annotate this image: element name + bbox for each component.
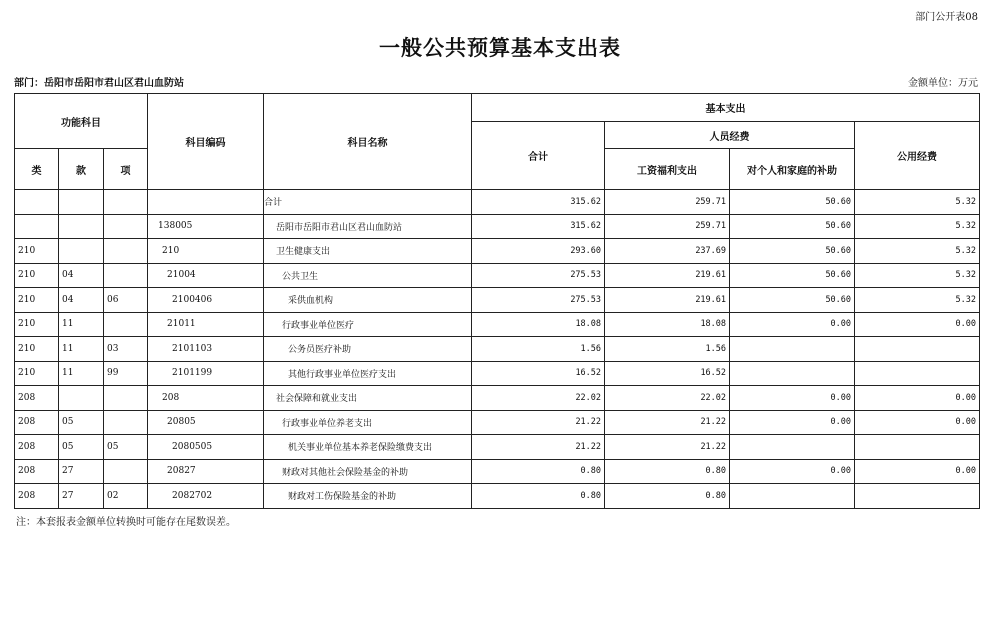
budget-table bbox=[14, 93, 980, 509]
cell-xiang bbox=[104, 239, 148, 264]
table-row bbox=[15, 435, 980, 460]
cell-xiang: 02 bbox=[104, 484, 148, 509]
cell-code: 2100406 bbox=[148, 288, 264, 313]
cell-code: 21011 bbox=[148, 312, 264, 337]
cell-public: 5.32 bbox=[855, 214, 980, 239]
table-row bbox=[15, 337, 980, 362]
cell-public: 0.00 bbox=[855, 410, 980, 435]
cell-name: 财政对其他社会保险基金的补助 bbox=[264, 459, 472, 484]
cell-lei: 208 bbox=[15, 435, 59, 460]
header-total: 合计 bbox=[472, 122, 605, 190]
cell-wage: 259.71 bbox=[605, 214, 730, 239]
cell-public: 5.32 bbox=[855, 190, 980, 215]
cell-xiang bbox=[104, 386, 148, 411]
cell-subsidy bbox=[730, 435, 855, 460]
cell-wage: 21.22 bbox=[605, 435, 730, 460]
cell-name: 岳阳市岳阳市君山区君山血防站 bbox=[264, 214, 472, 239]
cell-public: 0.00 bbox=[855, 312, 980, 337]
table-row bbox=[15, 214, 980, 239]
cell-total: 16.52 bbox=[472, 361, 605, 386]
cell-wage: 22.02 bbox=[605, 386, 730, 411]
cell-code bbox=[148, 190, 264, 215]
cell-subsidy: 0.00 bbox=[730, 312, 855, 337]
cell-public: 0.00 bbox=[855, 459, 980, 484]
cell-xiang bbox=[104, 263, 148, 288]
cell-name: 其他行政事业单位医疗支出 bbox=[264, 361, 472, 386]
cell-public bbox=[855, 435, 980, 460]
cell-kuan: 11 bbox=[59, 312, 104, 337]
cell-lei: 210 bbox=[15, 263, 59, 288]
department-label: 部门：岳阳市岳阳市君山区君山血防站 bbox=[14, 78, 184, 89]
document-id: 部门公开表08 bbox=[915, 12, 978, 23]
footnote: 注：本套报表金额单位转换时可能存在尾数误差。 bbox=[16, 517, 236, 528]
cell-wage: 0.80 bbox=[605, 484, 730, 509]
cell-wage: 219.61 bbox=[605, 263, 730, 288]
cell-kuan bbox=[59, 386, 104, 411]
cell-code: 2101103 bbox=[148, 337, 264, 362]
cell-subsidy bbox=[730, 337, 855, 362]
cell-kuan bbox=[59, 239, 104, 264]
cell-total: 1.56 bbox=[472, 337, 605, 362]
cell-code: 210 bbox=[148, 239, 264, 264]
cell-subsidy: 0.00 bbox=[730, 459, 855, 484]
cell-lei: 208 bbox=[15, 459, 59, 484]
header-xiang: 项 bbox=[104, 149, 148, 190]
cell-xiang bbox=[104, 459, 148, 484]
cell-name: 机关事业单位基本养老保险缴费支出 bbox=[264, 435, 472, 460]
cell-name: 合计 bbox=[264, 190, 472, 215]
cell-lei bbox=[15, 214, 59, 239]
cell-lei: 210 bbox=[15, 288, 59, 313]
cell-code: 21004 bbox=[148, 263, 264, 288]
cell-name: 行政事业单位养老支出 bbox=[264, 410, 472, 435]
table-row bbox=[15, 239, 980, 264]
cell-subsidy: 50.60 bbox=[730, 214, 855, 239]
table-row bbox=[15, 312, 980, 337]
cell-name: 社会保障和就业支出 bbox=[264, 386, 472, 411]
cell-wage: 0.80 bbox=[605, 459, 730, 484]
cell-kuan: 04 bbox=[59, 263, 104, 288]
cell-xiang bbox=[104, 312, 148, 337]
cell-code: 138005 bbox=[148, 214, 264, 239]
cell-code: 2080505 bbox=[148, 435, 264, 460]
table-row bbox=[15, 484, 980, 509]
cell-total: 293.60 bbox=[472, 239, 605, 264]
cell-kuan: 27 bbox=[59, 484, 104, 509]
cell-subsidy: 50.60 bbox=[730, 288, 855, 313]
cell-wage: 219.61 bbox=[605, 288, 730, 313]
cell-kuan bbox=[59, 190, 104, 215]
table-row bbox=[15, 459, 980, 484]
cell-name: 公务员医疗补助 bbox=[264, 337, 472, 362]
cell-code: 20827 bbox=[148, 459, 264, 484]
cell-lei bbox=[15, 190, 59, 215]
header-subject-code: 科目编码 bbox=[148, 94, 264, 190]
cell-total: 0.80 bbox=[472, 459, 605, 484]
cell-public: 5.32 bbox=[855, 239, 980, 264]
cell-total: 315.62 bbox=[472, 214, 605, 239]
cell-total: 21.22 bbox=[472, 435, 605, 460]
cell-total: 21.22 bbox=[472, 410, 605, 435]
cell-total: 18.08 bbox=[472, 312, 605, 337]
cell-total: 315.62 bbox=[472, 190, 605, 215]
cell-name: 公共卫生 bbox=[264, 263, 472, 288]
cell-public: 5.32 bbox=[855, 263, 980, 288]
cell-lei: 210 bbox=[15, 361, 59, 386]
header-basic-expenditure: 基本支出 bbox=[472, 94, 980, 122]
cell-subsidy: 0.00 bbox=[730, 410, 855, 435]
table-row bbox=[15, 386, 980, 411]
cell-name: 财政对工伤保险基金的补助 bbox=[264, 484, 472, 509]
cell-lei: 210 bbox=[15, 312, 59, 337]
header-function-subject: 功能科目 bbox=[15, 94, 148, 149]
cell-subsidy: 50.60 bbox=[730, 263, 855, 288]
cell-subsidy bbox=[730, 361, 855, 386]
cell-wage: 16.52 bbox=[605, 361, 730, 386]
cell-kuan bbox=[59, 214, 104, 239]
cell-wage: 21.22 bbox=[605, 410, 730, 435]
cell-subsidy: 50.60 bbox=[730, 239, 855, 264]
header-kuan: 款 bbox=[59, 149, 104, 190]
cell-wage: 18.08 bbox=[605, 312, 730, 337]
cell-kuan: 04 bbox=[59, 288, 104, 313]
cell-lei: 208 bbox=[15, 386, 59, 411]
cell-lei: 208 bbox=[15, 484, 59, 509]
cell-total: 275.53 bbox=[472, 263, 605, 288]
cell-xiang: 03 bbox=[104, 337, 148, 362]
cell-total: 22.02 bbox=[472, 386, 605, 411]
cell-lei: 210 bbox=[15, 239, 59, 264]
cell-name: 行政事业单位医疗 bbox=[264, 312, 472, 337]
cell-kuan: 05 bbox=[59, 435, 104, 460]
cell-public: 0.00 bbox=[855, 386, 980, 411]
table-row bbox=[15, 288, 980, 313]
cell-xiang: 05 bbox=[104, 435, 148, 460]
header-subject-name: 科目名称 bbox=[264, 94, 472, 190]
cell-xiang bbox=[104, 214, 148, 239]
cell-code: 2082702 bbox=[148, 484, 264, 509]
table-row bbox=[15, 410, 980, 435]
cell-subsidy: 0.00 bbox=[730, 386, 855, 411]
cell-code: 2101199 bbox=[148, 361, 264, 386]
header-wage: 工资福利支出 bbox=[605, 149, 730, 190]
page-title: 一般公共预算基本支出表 bbox=[379, 35, 621, 60]
table-row bbox=[15, 190, 980, 215]
header-subsidy: 对个人和家庭的补助 bbox=[730, 149, 855, 190]
cell-xiang bbox=[104, 190, 148, 215]
table-row bbox=[15, 263, 980, 288]
cell-kuan: 27 bbox=[59, 459, 104, 484]
cell-name: 采供血机构 bbox=[264, 288, 472, 313]
cell-code: 208 bbox=[148, 386, 264, 411]
cell-kuan: 11 bbox=[59, 337, 104, 362]
header-personnel: 人员经费 bbox=[605, 122, 855, 149]
cell-public bbox=[855, 337, 980, 362]
unit-label: 金额单位：万元 bbox=[908, 78, 978, 89]
cell-xiang bbox=[104, 410, 148, 435]
cell-kuan: 05 bbox=[59, 410, 104, 435]
cell-name: 卫生健康支出 bbox=[264, 239, 472, 264]
cell-subsidy bbox=[730, 484, 855, 509]
header-public: 公用经费 bbox=[855, 122, 980, 190]
cell-lei: 208 bbox=[15, 410, 59, 435]
cell-lei: 210 bbox=[15, 337, 59, 362]
cell-subsidy: 50.60 bbox=[730, 190, 855, 215]
cell-wage: 237.69 bbox=[605, 239, 730, 264]
cell-public: 5.32 bbox=[855, 288, 980, 313]
cell-public bbox=[855, 484, 980, 509]
cell-wage: 259.71 bbox=[605, 190, 730, 215]
header-lei: 类 bbox=[15, 149, 59, 190]
cell-total: 275.53 bbox=[472, 288, 605, 313]
cell-code: 20805 bbox=[148, 410, 264, 435]
cell-xiang: 06 bbox=[104, 288, 148, 313]
cell-xiang: 99 bbox=[104, 361, 148, 386]
cell-public bbox=[855, 361, 980, 386]
cell-wage: 1.56 bbox=[605, 337, 730, 362]
cell-kuan: 11 bbox=[59, 361, 104, 386]
cell-total: 0.80 bbox=[472, 484, 605, 509]
table-row bbox=[15, 361, 980, 386]
